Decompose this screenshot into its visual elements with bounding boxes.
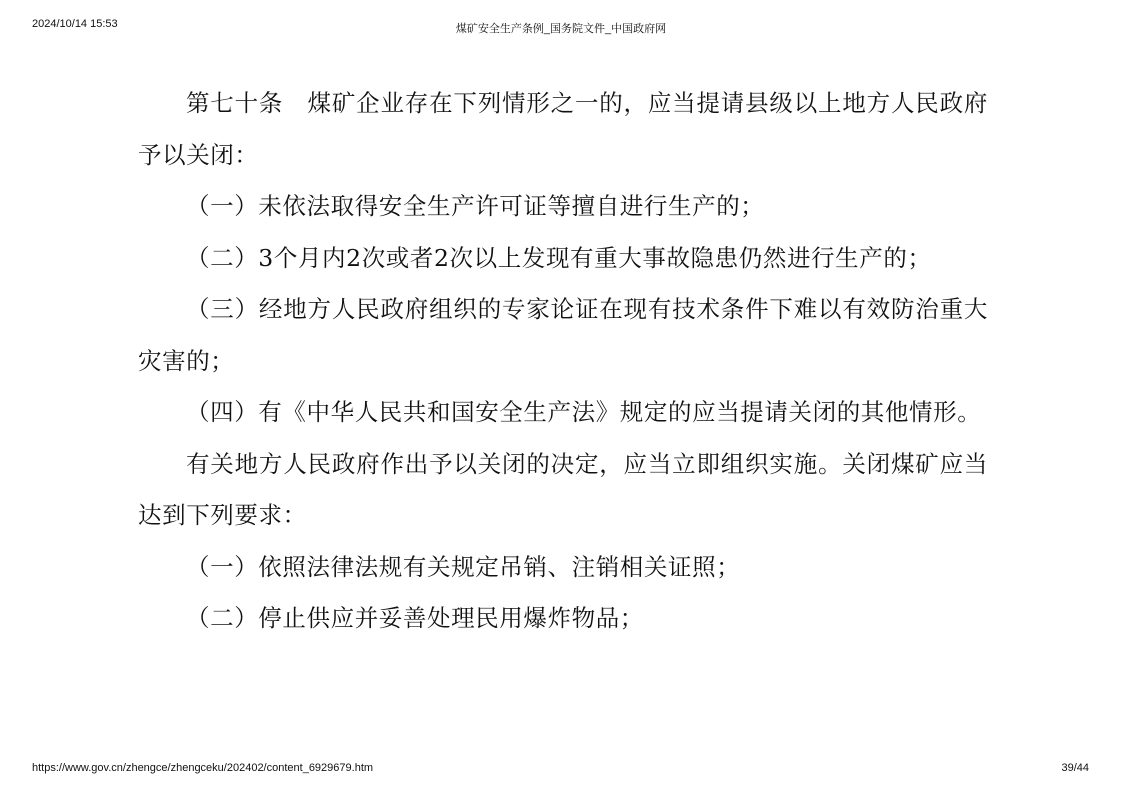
page-title: 煤矿安全生产条例_国务院文件_中国政府网: [455, 23, 667, 35]
document-body: [138, 78, 988, 645]
list-item: （二）3个月内2次或者2次以上发现有重大事故隐患仍然进行生产的；: [186, 243, 932, 272]
list-item: （四）有《中华人民共和国安全生产法》规定的应当提请关闭的其他情形。: [186, 398, 982, 426]
print-datetime: 2024/10/14 15:53: [32, 18, 118, 30]
list-item: （二）停止供应并妥善处理民用爆炸物品；: [186, 604, 644, 632]
page-number: 39/44: [1061, 762, 1089, 774]
list-item: （一）未依法取得安全生产许可证等擅自进行生产的；: [186, 192, 765, 220]
body-paragraph: 有关地方人民政府作出予以关闭的决定，应当立即组织实施。关闭煤矿应当达到下列要求：: [138, 449, 988, 529]
list-item: （一）依照法律法规有关规定吊销、注销相关证照；: [186, 552, 741, 581]
source-url: https://www.gov.cn/zhengce/zhengceku/202402/content_6929679.htm: [32, 762, 374, 774]
list-item: （三）经地方人民政府组织的专家论证在现有技术条件下难以有效防治重大灾害的；: [138, 295, 988, 375]
article-paragraph: 第七十条 煤矿企业存在下列情形之一的，应当提请县级以上地方人民政府予以关闭：: [138, 89, 988, 169]
